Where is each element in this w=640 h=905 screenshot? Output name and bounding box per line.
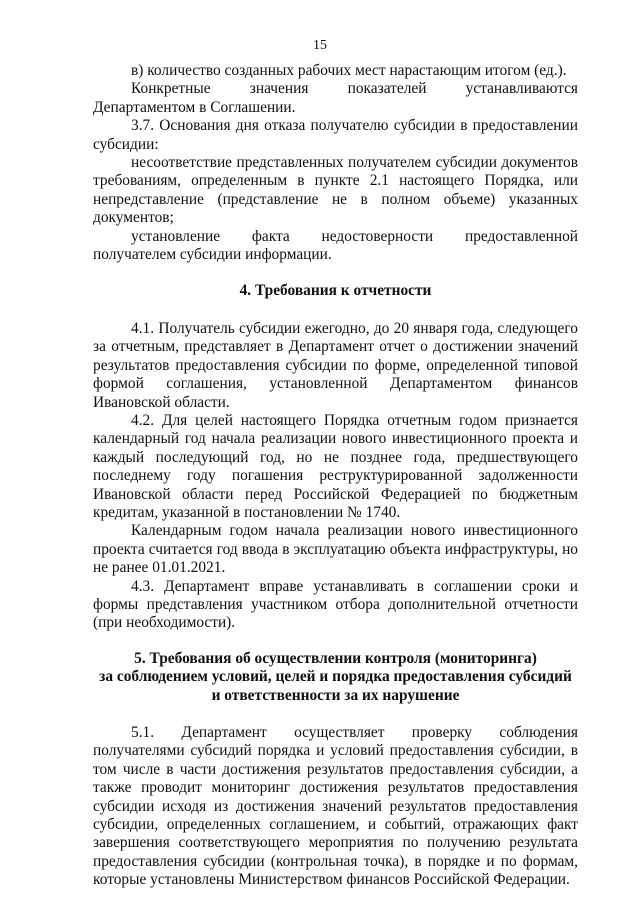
- section-5-heading-line: 5. Требования об осуществлении контроля (мониторинга): [134, 649, 537, 667]
- page-number: 15: [313, 38, 327, 53]
- paragraph-5-1: 5.1. Департамент осуществляет проверку соблюдения получателями субсидий порядка и условий предоставления субсидии, в том числе в части достижения результатов предоставления субсидии, а также проводит мониторинг достижения результатов предоставления субсидии исходя из достижения значений результатов предоставления субсидии, определенных соглашением, и событий, отражающих факт завершения соответствующего мероприятия по получению результата предоставления субсидии (контрольная точка), в порядке и по формам, которые установлены Министерством финансов Российской Федерации.: [93, 724, 578, 889]
- section-5-heading-line: за соблюдением условий, целей и порядка предоставления субсидий: [99, 668, 572, 686]
- paragraph-4-3: 4.3. Департамент вправе устанавливать в соглашении сроки и формы представления участником отбора дополнительной отчетности (при необходимости).: [93, 577, 578, 632]
- section-5-heading: [93, 650, 578, 705]
- paragraph-result-jobs: в) количество созданных рабочих мест нарастающим итогом (ед.).: [131, 62, 567, 79]
- document-body: [93, 62, 578, 890]
- paragraph-refusal-reason-2: установление факта недостоверности предоставленной получателем субсидии информации.: [93, 227, 578, 264]
- section-4-heading: 4. Требования к отчетности: [239, 282, 432, 300]
- paragraph-4-1: 4.1. Получатель субсидии ежегодно, до 20 января года, следующего за отчетным, представляет в Департамент отчет о достижении значений результатов предоставления субсидии по форме, определенной типовой формой соглашения, установленной Департаментом финансов Ивановской области.: [93, 319, 578, 411]
- section-5-heading-line: и ответственности за их нарушение: [211, 686, 460, 704]
- paragraph-indicator-values: Конкретные значения показателей устанавливаются Департаментом в Соглашении.: [93, 80, 578, 116]
- paragraph-refusal-reason-1: несоответствие представленных получателем субсидии документов требованиям, определенным в пункте 2.1 настоящего Порядка, или непредставление (представление не в полном объеме) указанных документов;: [93, 154, 578, 227]
- paragraph-3-7: 3.7. Основания дня отказа получателю субсидии в предоставлении субсидии:: [93, 117, 578, 153]
- paragraph-4-2: 4.2. Для целей настоящего Порядка отчетным годом признается календарный год начала реализации нового инвестиционного проекта и каждый последующий год, но не позднее года, предшествующего последнему году погашения реструктурированной задолженности Ивановской области перед Российской Федерацией по бюджетным кредитам, указанной в постановлении № 1740.: [93, 411, 578, 521]
- paragraph-start-year: Календарным годом начала реализации нового инвестиционного проекта считается год ввода в эксплуатацию объекта инфраструктуры, но не ранее 01.01.2021.: [93, 522, 578, 577]
